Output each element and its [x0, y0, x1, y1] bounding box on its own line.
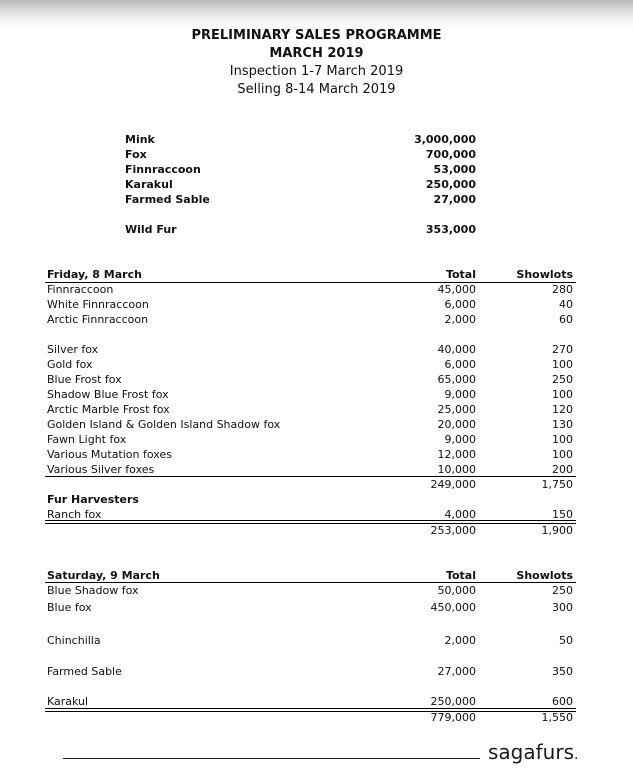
friday-row-showlots: 100 — [552, 358, 573, 371]
saturday-row-showlots: 50 — [559, 634, 573, 647]
friday-row-total: 2,000 — [444, 313, 476, 326]
summary-label-wild-fur: Wild Fur — [125, 223, 177, 236]
friday-row-total: 9,000 — [444, 433, 476, 446]
friday-row-name: Arctic Finnraccoon — [47, 313, 149, 326]
friday-row-total: 25,000 — [437, 403, 476, 416]
friday-subtotal-total: 249,000 — [430, 478, 476, 491]
summary-label-finnraccoon: Finnraccoon — [125, 163, 201, 176]
saturday-row-showlots: 350 — [552, 665, 573, 678]
friday-subtotal-rule — [45, 476, 576, 477]
inspection-dates: Inspection 1-7 March 2019 — [229, 64, 404, 79]
saturday-row-total: 27,000 — [437, 665, 476, 678]
saturday-row-name: Chinchilla — [47, 634, 101, 647]
saturday-row-showlots: 600 — [552, 695, 573, 708]
summary-value-fox: 700,000 — [425, 148, 476, 161]
title-programme: PRELIMINARY SALES PROGRAMME — [191, 28, 442, 43]
friday-row-name: Gold fox — [47, 358, 93, 371]
summary-label-fox: Fox — [125, 148, 147, 161]
friday-row-showlots: 200 — [552, 463, 573, 476]
friday-row-total: 45,000 — [437, 283, 476, 296]
saturday-row-total: 250,000 — [430, 695, 476, 708]
sagafurs-logo — [488, 740, 578, 767]
saturday-row-total: 2,000 — [444, 634, 476, 647]
saturday-row-showlots: 250 — [552, 584, 573, 597]
summary-value-wild-fur: 353,000 — [425, 223, 476, 236]
saturday-header-rule — [45, 582, 576, 583]
friday-row-name: Blue Frost fox — [47, 373, 122, 386]
friday-heading: Friday, 8 March — [47, 268, 142, 281]
title-month: MARCH 2019 — [269, 46, 364, 61]
friday-row-total: 20,000 — [437, 418, 476, 431]
friday-row-name: Silver fox — [47, 343, 99, 356]
logo-furs: furs — [535, 740, 574, 764]
footer-rule — [63, 758, 480, 759]
saturday-row-showlots: 300 — [552, 601, 573, 614]
friday-row-total: 6,000 — [444, 358, 476, 371]
ranch-fox-showlots: 150 — [552, 508, 573, 521]
friday-row-name: Shadow Blue Frost fox — [47, 388, 169, 401]
saturday-heading: Saturday, 9 March — [47, 569, 160, 582]
friday-row-total: 40,000 — [437, 343, 476, 356]
friday-row-showlots: 40 — [559, 298, 573, 311]
selling-dates: Selling 8-14 March 2019 — [237, 82, 396, 97]
logo-saga: saga — [488, 740, 536, 764]
friday-total-header: Total — [445, 268, 476, 281]
friday-row-name: Various Mutation foxes — [47, 448, 172, 461]
friday-row-showlots: 130 — [552, 418, 573, 431]
saturday-grand-showlots: 1,550 — [541, 711, 573, 724]
fur-harvesters-heading: Fur Harvesters — [47, 493, 139, 506]
friday-row-showlots: 250 — [552, 373, 573, 386]
saturday-row-name: Karakul — [47, 695, 89, 708]
friday-grand-total: 253,000 — [430, 524, 476, 537]
logo-dot: . — [574, 747, 579, 763]
saturday-row-name: Blue Shadow fox — [47, 584, 139, 597]
friday-row-total: 12,000 — [437, 448, 476, 461]
summary-value-mink: 3,000,000 — [414, 133, 476, 146]
friday-grand-showlots: 1,900 — [541, 524, 573, 537]
friday-row-showlots: 280 — [552, 283, 573, 296]
friday-row-total: 6,000 — [444, 298, 476, 311]
friday-row-showlots: 60 — [559, 313, 573, 326]
friday-showlots-header: Showlots — [516, 268, 573, 281]
summary-label-mink: Mink — [125, 133, 155, 146]
summary-value-finnraccoon: 53,000 — [433, 163, 476, 176]
friday-row-showlots: 100 — [552, 448, 573, 461]
ranch-fox-name: Ranch fox — [47, 508, 102, 521]
friday-row-name: Golden Island & Golden Island Shadow fox — [47, 418, 281, 431]
summary-value-karakul: 250,000 — [425, 178, 476, 191]
ranch-fox-total: 4,000 — [444, 508, 476, 521]
saturday-showlots-header: Showlots — [516, 569, 573, 582]
friday-row-name: Finnraccoon — [47, 283, 114, 296]
friday-row-total: 65,000 — [437, 373, 476, 386]
saturday-total-header: Total — [445, 569, 476, 582]
friday-row-total: 9,000 — [444, 388, 476, 401]
saturday-grand-total: 779,000 — [430, 711, 476, 724]
saturday-row-total: 50,000 — [437, 584, 476, 597]
saturday-row-name: Blue fox — [47, 601, 92, 614]
friday-row-name: White Finnraccoon — [47, 298, 149, 311]
saturday-row-total: 450,000 — [430, 601, 476, 614]
saturday-row-name: Farmed Sable — [47, 665, 122, 678]
summary-value-farmed-sable: 27,000 — [433, 193, 476, 206]
summary-label-karakul: Karakul — [125, 178, 173, 191]
friday-row-showlots: 270 — [552, 343, 573, 356]
friday-row-showlots: 100 — [552, 433, 573, 446]
friday-row-name: Fawn Light fox — [47, 433, 127, 446]
friday-row-name: Various Silver foxes — [47, 463, 155, 476]
top-shadow — [0, 0, 633, 30]
summary-label-farmed-sable: Farmed Sable — [125, 193, 210, 206]
friday-subtotal-showlots: 1,750 — [541, 478, 573, 491]
friday-row-name: Arctic Marble Frost fox — [47, 403, 170, 416]
friday-row-showlots: 100 — [552, 388, 573, 401]
friday-row-total: 10,000 — [437, 463, 476, 476]
friday-row-showlots: 120 — [552, 403, 573, 416]
